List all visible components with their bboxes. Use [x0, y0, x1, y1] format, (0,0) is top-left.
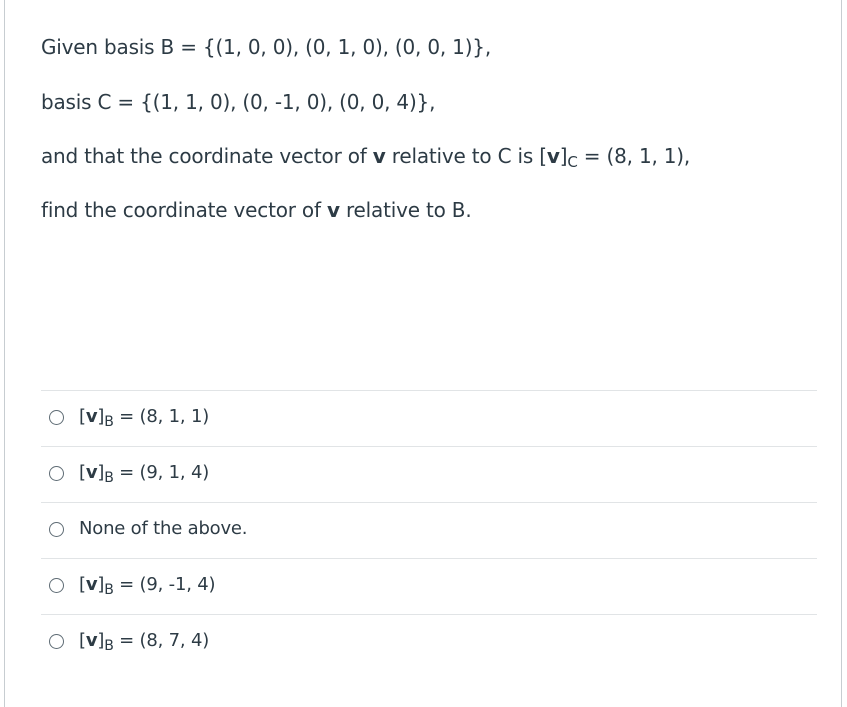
- answer-option-3[interactable]: [41, 502, 817, 558]
- radio-button[interactable]: [49, 578, 64, 593]
- answer-option-5[interactable]: [41, 614, 817, 670]
- answer-value: = (9, -1, 4): [113, 574, 216, 595]
- vector-v: v: [85, 406, 98, 427]
- vector-v: v: [85, 574, 98, 595]
- vector-v: v: [372, 144, 386, 168]
- answer-label: [79, 630, 209, 652]
- bracket-close: ]: [97, 462, 105, 483]
- subscript-c: C: [567, 153, 578, 171]
- bracket-open: [: [79, 406, 86, 427]
- line-4-before: find the coordinate vector of: [41, 198, 327, 222]
- line-3-middle: relative to C is [: [385, 144, 547, 168]
- answer-label: [79, 574, 215, 596]
- line-4-after: relative to B.: [339, 198, 472, 222]
- line-3-before: and that the coordinate vector of: [41, 144, 373, 168]
- radio-button[interactable]: [49, 466, 64, 481]
- answer-label: [79, 406, 209, 428]
- bracket-close: ]: [97, 630, 105, 651]
- answer-option-4[interactable]: [41, 558, 817, 614]
- bracket-open: [: [79, 462, 86, 483]
- radio-button[interactable]: [49, 522, 64, 537]
- question-line-4: [41, 198, 471, 222]
- radio-button[interactable]: [49, 410, 64, 425]
- subscript-b: B: [104, 582, 114, 598]
- vector-v: v: [85, 462, 98, 483]
- answer-value: = (8, 1, 1): [113, 406, 210, 427]
- subscript-b: B: [104, 470, 114, 486]
- bracket-open: [: [79, 574, 86, 595]
- answer-value: = (8, 7, 4): [113, 630, 210, 651]
- answer-option-2[interactable]: [41, 446, 817, 502]
- vector-v: v: [85, 630, 98, 651]
- vector-v: v: [326, 198, 340, 222]
- question-line-2: basis C = {(1, 1, 0), (0, -1, 0), (0, 0, 4)},: [41, 90, 436, 114]
- vector-v: v: [546, 144, 560, 168]
- radio-button[interactable]: [49, 634, 64, 649]
- answer-value: = (9, 1, 4): [113, 462, 210, 483]
- answer-option-1[interactable]: [41, 390, 817, 446]
- subscript-b: B: [104, 414, 114, 430]
- question-line-3: and that the coordinate vector of v relative to C is $[v]_C = (8$, 1, 1),: [41, 144, 691, 171]
- bracket-close: ]: [97, 406, 105, 427]
- answer-label: [79, 462, 209, 484]
- answer-label: None of the above.: [79, 518, 248, 539]
- subscript-b: B: [104, 638, 114, 654]
- line-3-after: = (8, 1, 1),: [577, 144, 691, 168]
- question-line-1: Given basis B = {(1, 0, 0), (0, 1, 0), (0, 0, 1)},: [41, 35, 491, 59]
- bracket-close: ]: [97, 574, 105, 595]
- question-frame: [4, 0, 842, 707]
- answer-options: [41, 390, 817, 670]
- bracket-open: [: [79, 630, 86, 651]
